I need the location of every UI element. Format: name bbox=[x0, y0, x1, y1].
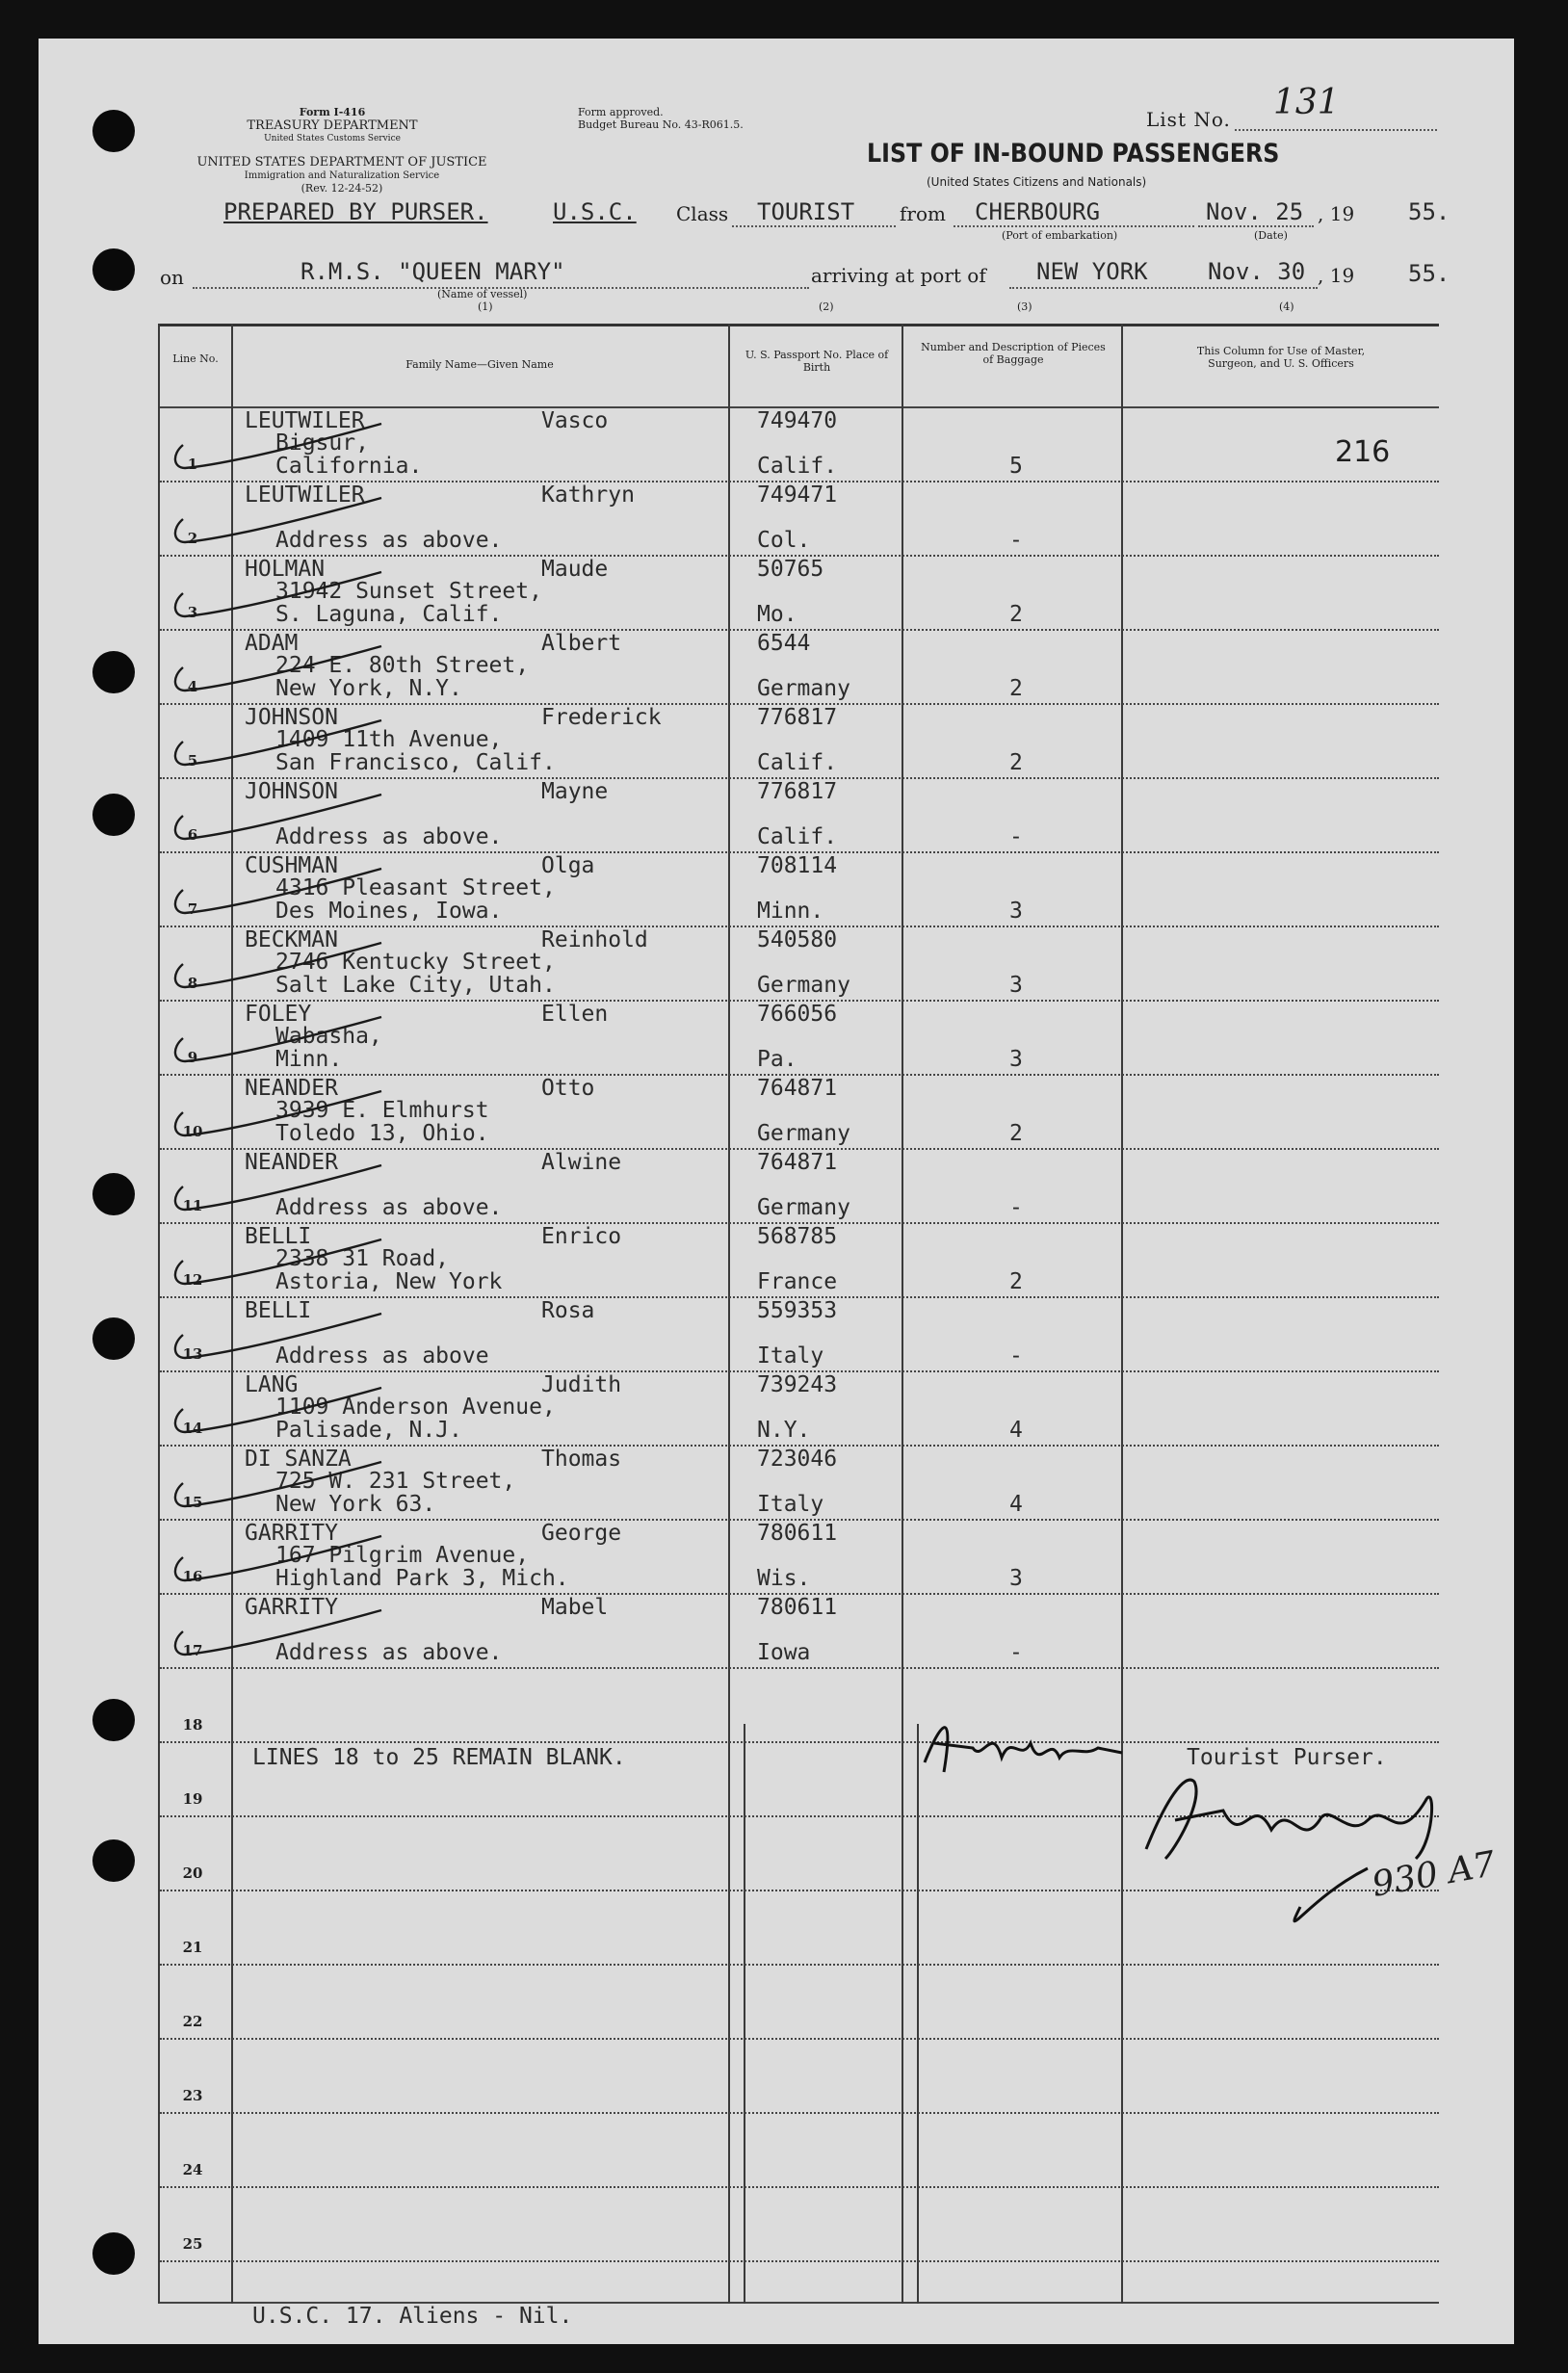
class-value: TOURIST bbox=[757, 198, 855, 225]
address-line-1: Bigsur, bbox=[275, 430, 369, 456]
address-line-1: Wabasha, bbox=[275, 1024, 382, 1049]
check-mark-icon bbox=[170, 941, 391, 1008]
address-line-1: 3939 E. Elmhurst bbox=[275, 1098, 489, 1123]
passport-number: 568785 bbox=[757, 1224, 838, 1249]
address-line-2: Highland Park 3, Mich. bbox=[275, 1566, 569, 1591]
arriving-label: arriving at port of bbox=[811, 264, 986, 287]
caption-4: (4) bbox=[1279, 300, 1294, 313]
line-number: 1 bbox=[187, 456, 198, 473]
baggage-count: 2 bbox=[1009, 602, 1023, 627]
address-line-2: Address as above. bbox=[275, 528, 503, 553]
line-number: 12 bbox=[182, 1271, 203, 1289]
check-mark-icon bbox=[170, 644, 391, 712]
passport-number: 776817 bbox=[757, 779, 838, 804]
budget-bureau: Budget Bureau No. 43-R061.5. bbox=[578, 118, 744, 131]
given-name: George bbox=[541, 1521, 622, 1546]
arrival-year: 55. bbox=[1408, 260, 1450, 287]
check-mark-icon bbox=[170, 718, 391, 786]
address-line-2: Minn. bbox=[275, 1047, 343, 1072]
line-number: 24 bbox=[182, 2161, 203, 2178]
line-number: 13 bbox=[182, 1345, 203, 1363]
line-number: 14 bbox=[182, 1420, 203, 1437]
punch-hole bbox=[92, 248, 135, 291]
address-line-1: 2746 Kentucky Street, bbox=[275, 950, 556, 975]
address-line-2: New York, N.Y. bbox=[275, 676, 462, 701]
family-name: GARRITY bbox=[245, 1521, 338, 1546]
check-mark-icon bbox=[170, 570, 391, 638]
passport-number: 6544 bbox=[757, 631, 811, 656]
place-of-birth: Calif. bbox=[757, 454, 838, 479]
passport-number: 708114 bbox=[757, 853, 838, 878]
baggage-count: 4 bbox=[1009, 1418, 1023, 1443]
line-number: 5 bbox=[187, 752, 198, 769]
baggage-count: 2 bbox=[1009, 676, 1023, 701]
family-name: NEANDER bbox=[245, 1076, 338, 1101]
line-number: 20 bbox=[182, 1864, 203, 1882]
passport-number: 780611 bbox=[757, 1521, 838, 1546]
check-mark-icon bbox=[170, 793, 391, 860]
passport-number: 776817 bbox=[757, 705, 838, 730]
address-line-1: 725 W. 231 Street, bbox=[275, 1469, 516, 1494]
check-mark-icon bbox=[170, 496, 391, 563]
line-number: 3 bbox=[187, 604, 198, 621]
check-mark-icon bbox=[170, 1386, 391, 1453]
row-rule bbox=[160, 1741, 1439, 1743]
check-mark-icon bbox=[170, 422, 391, 489]
given-name: Albert bbox=[541, 631, 622, 656]
col-passport-header: U. S. Passport No. Place of Birth bbox=[745, 349, 889, 374]
line-number: 16 bbox=[182, 1568, 203, 1585]
address-line-1: 224 E. 80th Street, bbox=[275, 653, 530, 678]
passport-number: 723046 bbox=[757, 1447, 838, 1472]
year-prefix: , 19 bbox=[1318, 202, 1355, 225]
place-of-birth: Minn. bbox=[757, 899, 824, 924]
footer-note: U.S.C. 17. Aliens - Nil. bbox=[252, 2304, 573, 2329]
punch-hole bbox=[92, 1317, 135, 1360]
punch-hole bbox=[92, 1839, 135, 1882]
check-mark-icon bbox=[170, 1312, 391, 1379]
check-mark-icon bbox=[170, 1015, 391, 1082]
given-name: Otto bbox=[541, 1076, 595, 1101]
passport-number: 764871 bbox=[757, 1076, 838, 1101]
address-line-1: 2338 31 Road, bbox=[275, 1246, 450, 1271]
class-label: Class bbox=[676, 202, 729, 225]
justice-dept: UNITED STATES DEPARTMENT OF JUSTICE bbox=[196, 155, 487, 170]
family-name: JOHNSON bbox=[245, 779, 338, 804]
address-line-2: Toledo 13, Ohio. bbox=[275, 1121, 489, 1146]
from-label: from bbox=[900, 202, 946, 225]
address-line-2: New York 63. bbox=[275, 1492, 436, 1517]
treasury-dept: TREASURY DEPARTMENT bbox=[247, 118, 418, 133]
given-name: Kathryn bbox=[541, 482, 635, 508]
line-number: 17 bbox=[182, 1642, 203, 1659]
check-mark-icon bbox=[170, 1534, 391, 1602]
form-number: Form I-416 bbox=[299, 106, 366, 118]
line-number: 23 bbox=[182, 2087, 203, 2104]
check-mark-icon bbox=[170, 1238, 391, 1305]
passport-number: 749471 bbox=[757, 482, 838, 508]
caption-3: (3) bbox=[1017, 300, 1032, 313]
family-name: BECKMAN bbox=[245, 927, 338, 952]
place-of-birth: France bbox=[757, 1269, 838, 1294]
place-of-birth: Germany bbox=[757, 676, 850, 701]
caption-2: (2) bbox=[819, 300, 834, 313]
address-line-2: San Francisco, Calif. bbox=[275, 750, 556, 775]
col-officers-header: This Column for Use of Master, Surgeon, and U. S. Officers bbox=[1196, 345, 1366, 370]
place-of-birth: Col. bbox=[757, 528, 811, 553]
line-number: 11 bbox=[182, 1197, 203, 1214]
col-line-header: Line No. bbox=[172, 352, 219, 365]
punch-hole bbox=[92, 110, 135, 152]
caption-1: (1) bbox=[478, 300, 493, 313]
punch-hole bbox=[92, 794, 135, 836]
given-name: Frederick bbox=[541, 705, 662, 730]
prepared-by: PREPARED BY PURSER. bbox=[223, 198, 488, 225]
baggage-count: 3 bbox=[1009, 1566, 1023, 1591]
document-title: LIST OF IN-BOUND PASSENGERS bbox=[867, 139, 1280, 169]
address-line-1: 1409 11th Avenue, bbox=[275, 727, 503, 752]
family-name: JOHNSON bbox=[245, 705, 338, 730]
vessel-caption: (Name of vessel) bbox=[437, 288, 528, 300]
given-name: Olga bbox=[541, 853, 595, 878]
given-name: Vasco bbox=[541, 408, 609, 433]
row-rule bbox=[160, 2038, 1439, 2040]
line-number: 25 bbox=[182, 2235, 203, 2253]
baggage-count: - bbox=[1009, 1343, 1023, 1369]
place-of-birth: Pa. bbox=[757, 1047, 797, 1072]
given-name: Rosa bbox=[541, 1298, 595, 1323]
row-rule bbox=[160, 1964, 1439, 1966]
line-number: 6 bbox=[187, 826, 198, 844]
line-number: 2 bbox=[187, 530, 198, 547]
table-top-rule bbox=[158, 324, 1439, 326]
baggage-count: - bbox=[1009, 824, 1023, 849]
col-name-header: Family Name—Given Name bbox=[405, 358, 554, 371]
family-name: LANG bbox=[245, 1372, 299, 1397]
punch-hole bbox=[92, 1699, 135, 1741]
passport-number: 50765 bbox=[757, 557, 824, 582]
baggage-count: 4 bbox=[1009, 1492, 1023, 1517]
address-line-2: Address as above. bbox=[275, 1195, 503, 1220]
given-name: Enrico bbox=[541, 1224, 622, 1249]
baggage-count: 2 bbox=[1009, 750, 1023, 775]
place-of-birth: Italy bbox=[757, 1492, 824, 1517]
arrival-date: Nov. 30 bbox=[1208, 258, 1306, 285]
given-name: Maude bbox=[541, 557, 609, 582]
baggage-count: 3 bbox=[1009, 973, 1023, 998]
customs-service: United States Customs Service bbox=[264, 134, 401, 143]
address-line-2: Palisade, N.J. bbox=[275, 1418, 462, 1443]
baggage-count: - bbox=[1009, 1640, 1023, 1665]
passport-number: 739243 bbox=[757, 1372, 838, 1397]
departure-date: Nov. 25 bbox=[1206, 198, 1304, 225]
family-name: HOLMAN bbox=[245, 557, 326, 582]
passport-number: 540580 bbox=[757, 927, 838, 952]
passport-number: 749470 bbox=[757, 408, 838, 433]
given-name: Thomas bbox=[541, 1447, 622, 1472]
address-line-1: 167 Pilgrim Avenue, bbox=[275, 1543, 530, 1568]
usc-code: U.S.C. bbox=[553, 198, 637, 225]
purser-title: Tourist Purser. bbox=[1187, 1745, 1387, 1770]
list-number: 131 bbox=[1273, 83, 1340, 122]
family-name: ADAM bbox=[245, 631, 299, 656]
family-name: LEUTWILER bbox=[245, 408, 365, 433]
line-number: 19 bbox=[182, 1790, 203, 1808]
baggage-count: 2 bbox=[1009, 1121, 1023, 1146]
address-line-1: 4316 Pleasant Street, bbox=[275, 875, 556, 900]
baggage-count: - bbox=[1009, 1195, 1023, 1220]
year-prefix-2: , 19 bbox=[1318, 264, 1355, 287]
document-subtitle: (United States Citizens and Nationals) bbox=[927, 175, 1147, 189]
family-name: DI SANZA bbox=[245, 1447, 352, 1472]
place-of-birth: Iowa bbox=[757, 1640, 811, 1665]
line-number: 4 bbox=[187, 678, 198, 695]
list-no-label: List No. bbox=[1146, 108, 1231, 131]
col-baggage-header: Number and Description of Pieces of Baggage bbox=[921, 341, 1106, 366]
on-label: on bbox=[160, 266, 184, 289]
place-of-birth: Calif. bbox=[757, 750, 838, 775]
address-line-2: Address as above. bbox=[275, 824, 503, 849]
passport-number: 780611 bbox=[757, 1595, 838, 1620]
departure-year: 55. bbox=[1408, 198, 1450, 225]
address-line-2: Address as above bbox=[275, 1343, 489, 1369]
family-name: BELLI bbox=[245, 1224, 312, 1249]
embark-port: CHERBOURG bbox=[975, 198, 1101, 225]
passport-number: 764871 bbox=[757, 1150, 838, 1175]
line-number: 15 bbox=[182, 1494, 203, 1511]
family-name: FOLEY bbox=[245, 1002, 312, 1027]
place-of-birth: Italy bbox=[757, 1343, 824, 1369]
family-name: BELLI bbox=[245, 1298, 312, 1323]
line-number: 22 bbox=[182, 2013, 203, 2030]
line-number: 8 bbox=[187, 975, 198, 992]
place-of-birth: Wis. bbox=[757, 1566, 811, 1591]
row-rule bbox=[160, 2260, 1439, 2262]
check-mark-icon bbox=[170, 1460, 391, 1527]
given-name: Judith bbox=[541, 1372, 622, 1397]
place-of-birth: Calif. bbox=[757, 824, 838, 849]
date-caption: (Date) bbox=[1254, 229, 1288, 242]
check-mark-icon bbox=[170, 1089, 391, 1157]
revision-date: (Rev. 12-24-52) bbox=[301, 182, 383, 195]
line-number: 10 bbox=[182, 1123, 203, 1140]
baggage-count: 2 bbox=[1009, 1269, 1023, 1294]
family-name: LEUTWILER bbox=[245, 482, 365, 508]
place-of-birth: N.Y. bbox=[757, 1418, 811, 1443]
check-mark-icon bbox=[170, 1608, 391, 1676]
line-number: 21 bbox=[182, 1939, 203, 1956]
address-line-2: S. Laguna, Calif. bbox=[275, 602, 503, 627]
lines-blank-note: LINES 18 to 25 REMAIN BLANK. bbox=[252, 1745, 626, 1770]
check-mark-icon bbox=[170, 867, 391, 934]
address-line-2: Astoria, New York bbox=[275, 1269, 503, 1294]
address-line-2: Salt Lake City, Utah. bbox=[275, 973, 556, 998]
officer-note: 216 bbox=[1335, 435, 1391, 469]
passport-number: 766056 bbox=[757, 1002, 838, 1027]
place-of-birth: Germany bbox=[757, 1195, 850, 1220]
row-rule bbox=[160, 2186, 1439, 2188]
family-name: GARRITY bbox=[245, 1595, 338, 1620]
given-name: Reinhold bbox=[541, 927, 648, 952]
family-name: CUSHMAN bbox=[245, 853, 338, 878]
stamp-note: 930 A7 bbox=[1369, 1844, 1499, 1905]
arrival-port: NEW YORK bbox=[1036, 258, 1148, 285]
ins-service: Immigration and Naturalization Service bbox=[244, 170, 440, 181]
row-rule bbox=[160, 2112, 1439, 2114]
check-mark-icon bbox=[170, 1163, 391, 1231]
form-approved: Form approved. bbox=[578, 106, 664, 118]
address-line-2: Des Moines, Iowa. bbox=[275, 899, 503, 924]
address-line-1: 1109 Anderson Avenue, bbox=[275, 1395, 556, 1420]
given-name: Ellen bbox=[541, 1002, 609, 1027]
given-name: Mabel bbox=[541, 1595, 609, 1620]
place-of-birth: Germany bbox=[757, 973, 850, 998]
baggage-count: - bbox=[1009, 528, 1023, 553]
punch-hole bbox=[92, 1173, 135, 1215]
port-caption: (Port of embarkation) bbox=[1002, 229, 1118, 242]
address-line-2: California. bbox=[275, 454, 423, 479]
place-of-birth: Germany bbox=[757, 1121, 850, 1146]
line-number: 7 bbox=[187, 900, 198, 918]
place-of-birth: Mo. bbox=[757, 602, 797, 627]
baggage-count: 5 bbox=[1009, 454, 1023, 479]
passport-number: 559353 bbox=[757, 1298, 838, 1323]
given-name: Alwine bbox=[541, 1150, 622, 1175]
punch-hole bbox=[92, 2232, 135, 2275]
given-name: Mayne bbox=[541, 779, 609, 804]
line-number: 9 bbox=[187, 1049, 198, 1066]
address-line-1: 31942 Sunset Street, bbox=[275, 579, 542, 604]
baggage-count: 3 bbox=[1009, 1047, 1023, 1072]
family-name: NEANDER bbox=[245, 1150, 338, 1175]
vessel-name: R.M.S. "QUEEN MARY" bbox=[301, 258, 565, 285]
punch-hole bbox=[92, 651, 135, 693]
address-line-2: Address as above. bbox=[275, 1640, 503, 1665]
baggage-count: 3 bbox=[1009, 899, 1023, 924]
line-number: 18 bbox=[182, 1716, 203, 1734]
